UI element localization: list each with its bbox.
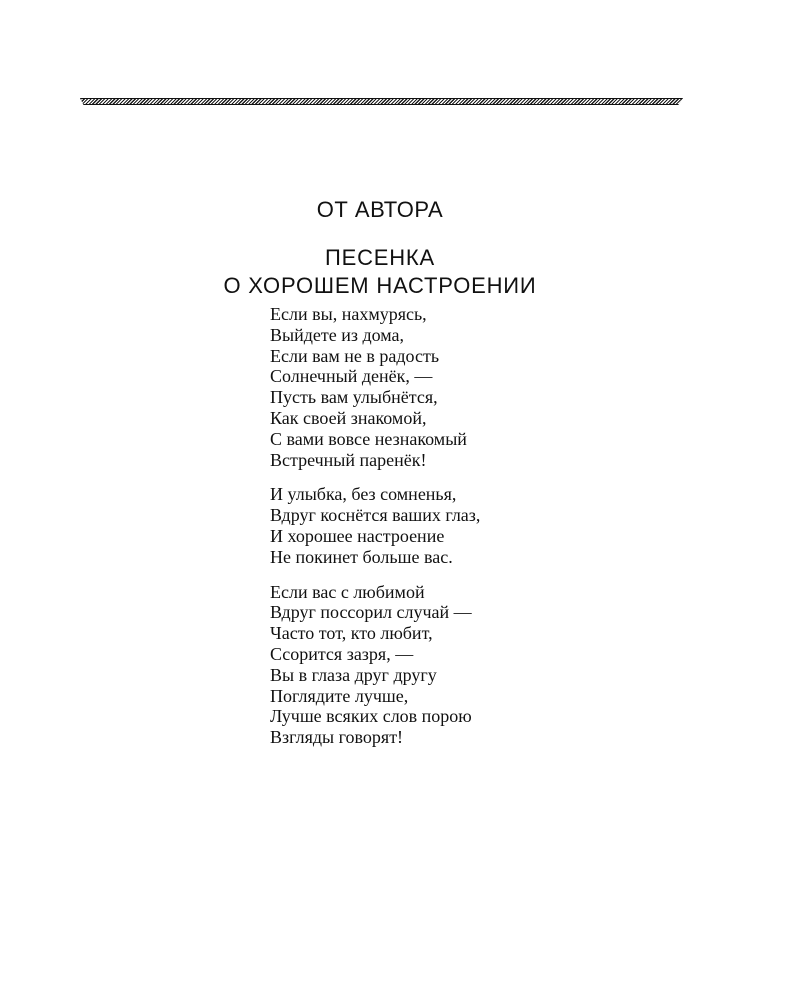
poem-line: Пусть вам улыбнётся, — [270, 387, 438, 408]
section-title: ОТ АВТОРА — [316, 197, 444, 222]
poem-line: Вы в глаза друг другу — [270, 664, 437, 685]
poem-line: Вдруг поссорил случай — — [270, 602, 472, 623]
poem-line: Выйдете из дома, — [270, 324, 405, 345]
stanza-2 — [270, 484, 690, 567]
poem-line: Если вам не в радость — [270, 345, 440, 366]
poem-line: Вдруг коснётся ваших глаз, — [270, 505, 481, 526]
poem-title — [0, 244, 760, 300]
poem-line: Солнечный денёк, — — [270, 366, 433, 387]
poem-body — [270, 304, 690, 762]
poem-line: Поглядите лучше, — [270, 685, 409, 706]
poem-line: И улыбка, без сомненья, — [270, 484, 457, 505]
poem-line: Часто тот, кто любит, — [270, 623, 433, 644]
poem-line: Ссорится зазря, — — [270, 643, 414, 664]
top-decorative-rule — [80, 98, 683, 105]
poem-line: Лучше всяких слов порою — [270, 706, 472, 727]
poem-line: С вами вовсе незнакомый — [270, 428, 467, 449]
poem-line: Взгляды говорят! — [270, 727, 404, 748]
stanza-1 — [270, 304, 690, 470]
stanza-3 — [270, 582, 690, 748]
poem-line: Встречный паренёк! — [270, 449, 427, 470]
poem-line: Как своей знакомой, — [270, 407, 427, 428]
poem-line: Не покинет больше вас. — [270, 546, 453, 567]
poem-title-line: ПЕСЕНКА — [324, 245, 436, 270]
poem-title-line: О ХОРОШЕМ НАСТРОЕНИИ — [223, 273, 537, 298]
poem-line: Если вы, нахмурясь, — [270, 304, 427, 324]
poem-line: И хорошее настроение — [270, 525, 445, 546]
poem-line: Если вас с любимой — [270, 581, 425, 602]
